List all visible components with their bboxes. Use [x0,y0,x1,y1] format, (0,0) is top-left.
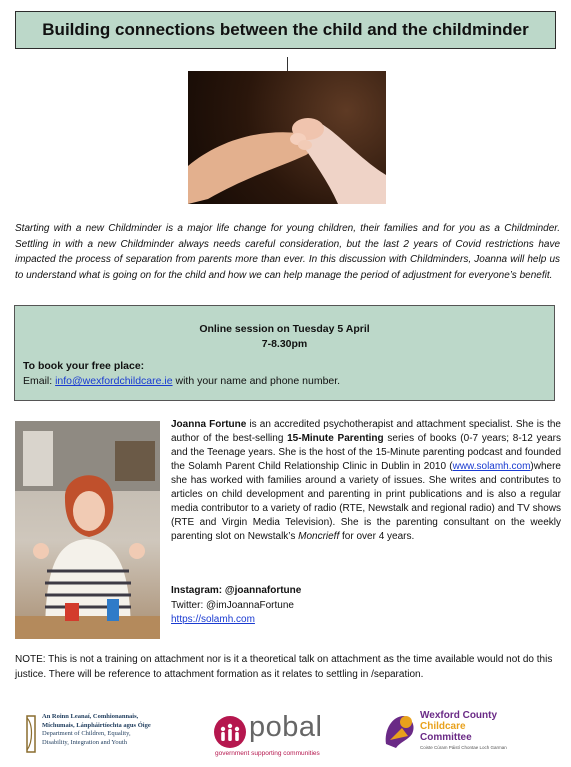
twitter-handle: Twitter: @imJoannaFortune [171,599,294,611]
disclaimer-note: NOTE: This is not a training on attachment nor is it a theoretical talk on attachment as the time available would not do this justice. There will be reference to attachment formation as it relates to settling in /separation. [15,654,553,680]
speaker-bio [171,418,561,544]
dept-line-2: Míchumais, Lánpháirtíochta agus Óige [42,721,151,729]
wexford-childcare-logo [382,708,512,760]
pobal-mark-icon [213,715,247,749]
wexford-line-2: Childcare [420,721,466,732]
email-suffix: with your name and phone number. [172,375,341,387]
wexford-line-1: Wexford County [420,710,498,721]
speaker-illustration [15,421,160,639]
bio-text-1: is an accredited psychotherapist and attachment specialist. She is the author of the best-selling [171,419,561,444]
pobal-tagline: government supporting communities [215,750,320,757]
connector-line [287,57,288,71]
email-link[interactable]: info@wexfordchildcare.ie [55,375,173,387]
instagram-handle: Instagram: @joannafortune [171,585,302,596]
dept-line-3: Department of Children, Equality, [42,730,131,737]
dept-children-logo [24,712,169,754]
speaker-photo [15,421,160,639]
wexford-irish-name: Coiste Cúram Páistí Chontae Loch Garman [420,745,507,750]
harp-icon [24,714,38,754]
intro-paragraph: Starting with a new Childminder is a major life change for young children, their families and for you as a Childminder. Settling in with a new Childminder always needs careful consideration, but the last 2 years of Covid restrictions have impacted the process of separation from parents more than ever. In this discussion with Childminders, Joanna will help us to understand what is going on for the child and how we can help manage the period of adjustment for everyone’s benefit. [15,223,560,281]
dept-line-1: An Roinn Leanaí, Comhionannais, [42,713,139,720]
hands-photo [188,71,386,204]
show-name: Moncrieff [298,531,340,542]
wexford-line-3: Committee [420,732,472,743]
bio-text-4: for over 4 years. [339,531,415,542]
hands-illustration [188,71,386,204]
bio-text-3: )where she has worked with families around a variety of issues. She writes and contributes to articles on child development and parenting in print publications and is also a regular media contributor to a variety of radio (RTE, Newstalk and regional radio) and TV shows (RTE and Virgin Media Television). She is the parenting consultant on the weekly parenting slot on Newstalk’s [171,461,561,542]
dept-line-4: Disability, Integration and Youth [42,738,127,746]
bio-text-2: series of books (0-7 years; 8-12 years and the Teenage years. She is the host of the 15-Minute parenting podcast and founded the Solamh Parent Child Relationship Clinic in Dublin in 2010 ( [171,433,561,472]
speaker-name: Joanna Fortune [171,419,247,430]
session-date: Online session on Tuesday 5 April [199,323,370,335]
session-info-box [14,305,555,401]
social-links [171,584,301,628]
book-title: 15-Minute Parenting [287,433,384,444]
pobal-logo [213,713,345,759]
session-when [15,322,554,352]
title-box [15,11,556,49]
booking-email-line [23,375,340,387]
website-link[interactable]: https://solamh.com [171,614,255,625]
email-prefix: Email: [23,375,56,387]
booking-heading: To book your free place: [23,360,145,372]
session-time: 7-8.30pm [261,338,308,350]
bio-website-link[interactable]: www.solamh.com [452,461,531,472]
pobal-wordmark: pobal [249,711,323,743]
wexford-figure-icon [382,710,418,750]
page-title: Building connections between the child and the childminder [42,20,529,39]
